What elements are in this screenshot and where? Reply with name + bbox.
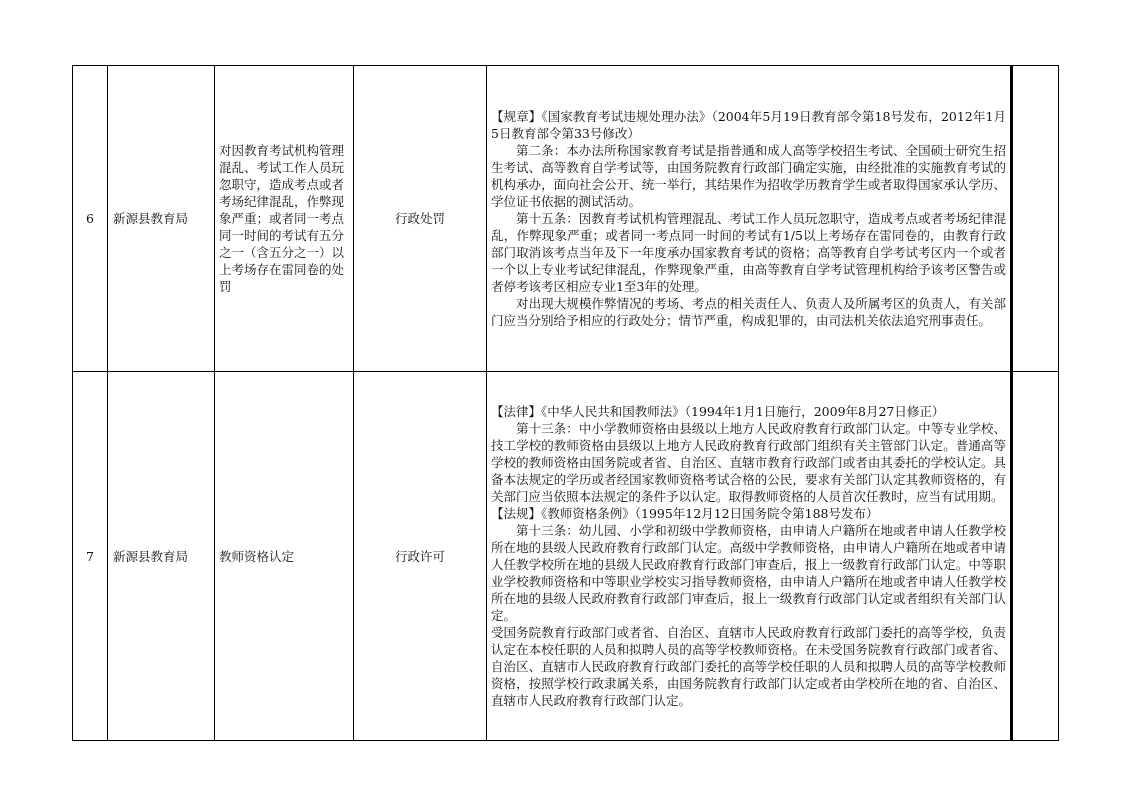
basis-heading: 【规章】《国家教育考试违规处理办法》（2004年5月19日教育部令第18号发布，2012年1月5日教育部令第33号修改） <box>491 109 1006 141</box>
basis-paragraph: 第十三条：中小学教师资格由县级以上地方人民政府教育行政部门认定。中等专业学校、技工学校的教师资格由县级以上地方人民政府教育行政部门组织有关主管部门认定。普通高等学校的教师资格由国务院或者省、自治区、直辖市教育行政部门或者由其委托的学校认定。具备本法规定的学历或者经国家教师资格考试合格的公民，要求有关部门认定其教师资格的，有关部门应当依照本法规定的条件予以认定。取得教师资格的人员首次任教时，应当有试用期。 <box>491 421 1006 504</box>
table-row <box>73 372 1059 741</box>
basis-paragraph: 第十三条：幼儿园、小学和初级中学教师资格，由申请人户籍所在地或者申请人任教学校所在地的县级人民政府教育行政部门认定。高级中学教师资格，由申请人户籍所在地或者申请人任教学校所在地的县级人民政府教育行政部门审查后，报上一级教育行政部门认定。中等职业学校教师资格和中等职业学校实习指导教师资格，由申请人户籍所在地或者申请人任教学校所在地的县级人民政府教育行政部门审查后，报上一级教育行政部门认定或者组织有关部门认定。 <box>491 523 1006 623</box>
basis-paragraph: 第十五条：因教育考试机构管理混乱、考试工作人员玩忽职守，造成考点或者考场纪律混乱，作弊现象严重；或者同一考点同一时间的考试有1/5以上考场存在雷同卷的，由教育行政部门取消该考点当年及下一年度承办国家教育考试的资格；高等教育自学考试考区内一个或者一个以上专业考试纪律混乱，作弊现象严重，由高等教育自学考试管理机构给予该考区警告或者停考该考区相应专业1至3年的处理。 <box>491 211 1006 294</box>
remarks-cell <box>1013 66 1059 372</box>
power-list-table <box>72 65 1059 741</box>
basis-paragraph: 第二条：本办法所称国家教育考试是指普通和成人高等学校招生考试、全国硕士研究生招生考试、高等教育自学考试等，由国务院教育行政部门确定实施，由经批准的实施教育考试的机构承办，面向社会公开、统一举行，其结果作为招收学历教育学生或者取得国家承认学历、学位证书依据的测试活动。 <box>491 143 1006 209</box>
legal-basis-cell <box>487 372 1013 741</box>
basis-paragraph: 受国务院教育行政部门或者省、自治区、直辖市人民政府教育行政部门委托的高等学校，负责认定在本校任职的人员和拟聘人员的高等学校教师资格。在未受国务院教育行政部门或者省、自治区、直辖市人民政府教育行政部门委托的高等学校任职的人员和拟聘人员的高等学校教师资格，按照学校行政隶属关系，由国务院教育行政部门认定或者由学校所在地的省、自治区、直辖市人民政府教育行政部门认定。 <box>491 625 1006 708</box>
item-name-cell: 对因教育考试机构管理混乱、考试工作人员玩忽职守，造成考点或者考场纪律混乱，作弊现象严重；或者同一考点同一时间的考试有五分之一（含五分之一）以上考场存在雷同卷的处罚 <box>215 66 354 372</box>
row-number: 6 <box>73 66 108 372</box>
legal-basis-cell <box>487 66 1013 372</box>
power-type-cell: 行政许可 <box>354 372 487 741</box>
remarks-cell <box>1013 372 1059 741</box>
department-cell: 新源县教育局 <box>108 66 215 372</box>
power-type-cell: 行政处罚 <box>354 66 487 372</box>
item-name-cell: 教师资格认定 <box>215 372 354 741</box>
basis-paragraph: 对出现大规模作弊情况的考场、考点的相关责任人、负责人及所属考区的负责人，有关部门应当分别给予相应的行政处分；情节严重，构成犯罪的，由司法机关依法追究刑事责任。 <box>491 296 1006 328</box>
department-cell: 新源县教育局 <box>108 372 215 741</box>
basis-heading: 【法规】《教师资格条例》（1995年12月12日国务院令第188号发布） <box>491 506 879 521</box>
table-row <box>73 66 1059 372</box>
basis-heading: 【法律】《中华人民共和国教师法》（1994年1月1日施行，2009年8月27日修正） <box>491 404 945 419</box>
row-number: 7 <box>73 372 108 741</box>
